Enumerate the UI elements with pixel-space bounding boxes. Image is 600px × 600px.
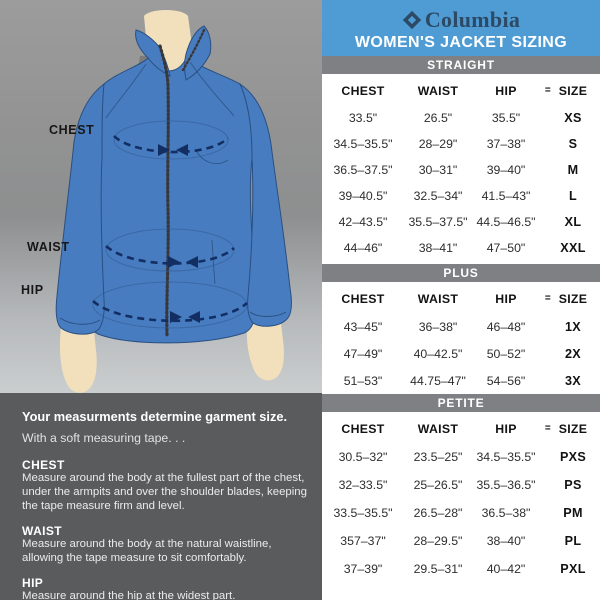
cell-size: 2X <box>564 346 581 361</box>
cell-size: 1X <box>564 319 581 334</box>
column-header-eq: = <box>544 85 552 96</box>
page-title: WOMEN'S JACKET SIZING <box>354 34 568 51</box>
cell-chest: 51–53" <box>343 373 383 388</box>
cell-chest: 42–43.5" <box>338 215 388 229</box>
cell-hip: 47–50" <box>486 241 526 255</box>
cell-waist: 30–31" <box>418 163 458 177</box>
table-row <box>324 131 588 157</box>
table-petite <box>322 412 600 600</box>
instruction-chest-text: Measure around the body at the fullest part of the chest, under the armpits and over the shoulder blades, keeping the tape measure firm and level. <box>22 472 307 512</box>
column-header-chest: CHEST <box>341 83 385 98</box>
table-row <box>324 367 588 394</box>
cell-chest: 37–39" <box>343 562 383 576</box>
cell-size: L <box>569 189 577 203</box>
cell-size: XL <box>564 215 582 229</box>
column-header-waist: WAIST <box>417 291 459 306</box>
table-row <box>324 235 588 261</box>
cell-size: 3X <box>564 373 581 388</box>
instructions-subtitle: With a soft measuring tape. . . <box>22 431 186 445</box>
cell-hip: 37–38" <box>486 137 526 151</box>
cell-size: XS <box>564 111 582 125</box>
column-header-hip: HIP <box>495 83 517 98</box>
table-row <box>324 471 588 499</box>
cell-chest: 33.5" <box>348 111 378 125</box>
brand-row <box>322 7 600 33</box>
cell-hip: 36.5–38" <box>481 506 531 520</box>
instruction-waist-text: Measure around the body at the natural waistline, allowing the tape measure to sit comfortably. <box>22 537 272 564</box>
column-header-chest: CHEST <box>341 421 385 436</box>
cell-size: XXL <box>560 241 586 255</box>
cell-chest: 47–49" <box>343 346 383 361</box>
left-sleeve <box>56 84 104 334</box>
cell-waist: 38–41" <box>418 241 458 255</box>
cell-hip: 44.5–46.5" <box>476 215 536 229</box>
cell-chest: 39–40.5" <box>338 189 388 203</box>
table-row <box>324 209 588 235</box>
instruction-waist-title: WAIST <box>22 523 62 538</box>
cell-size: PXS <box>559 450 587 464</box>
table-row <box>324 555 588 583</box>
cell-size: PXL <box>560 562 586 576</box>
cell-waist: 23.5–25" <box>413 450 463 464</box>
column-header-size: SIZE <box>558 421 588 436</box>
column-header-eq: = <box>544 293 552 304</box>
column-header-waist: WAIST <box>417 421 459 436</box>
cell-hip: 35.5" <box>491 111 521 125</box>
table-straight-header <box>324 76 588 105</box>
table-petite-header <box>324 414 588 443</box>
column-header-waist: WAIST <box>417 83 459 98</box>
cell-hip: 46–48" <box>486 319 526 334</box>
cell-waist: 36–38" <box>418 319 458 334</box>
instruction-hip-text: Measure around the hip at the widest part. <box>22 589 236 600</box>
cell-chest: 30.5–32" <box>338 450 388 464</box>
cell-waist: 26.5–28" <box>413 506 463 520</box>
measuring-instructions-panel <box>0 393 322 600</box>
cell-waist: 35.5–37.5" <box>408 215 468 229</box>
cell-size: PL <box>564 534 582 548</box>
column-header-hip: HIP <box>495 421 517 436</box>
cell-hip: 50–52" <box>486 346 526 361</box>
cell-chest: 36.5–37.5" <box>333 163 393 177</box>
right-column <box>322 0 600 600</box>
cell-waist: 44.75–47" <box>410 373 466 388</box>
column-header-size: SIZE <box>558 291 588 306</box>
table-straight-body <box>324 105 588 261</box>
brand-name: Columbia <box>424 7 521 32</box>
section-bar-plus: PLUS <box>322 264 600 282</box>
waist-label: WAIST <box>27 240 70 254</box>
jacket-illustration-panel <box>0 0 322 393</box>
cell-waist: 25–26.5" <box>413 478 463 492</box>
cell-hip: 34.5–35.5" <box>476 450 536 464</box>
table-row <box>324 527 588 555</box>
cell-hip: 39–40" <box>486 163 526 177</box>
cell-chest: 43–45" <box>343 319 383 334</box>
column-header-hip: HIP <box>495 291 517 306</box>
cell-hip: 54–56" <box>486 373 526 388</box>
table-plus <box>322 282 600 394</box>
cell-waist: 32.5–34" <box>413 189 463 203</box>
table-row <box>324 443 588 471</box>
cell-waist: 40–42.5" <box>413 346 463 361</box>
hip-label: HIP <box>21 283 44 297</box>
table-petite-body <box>324 443 588 583</box>
instruction-hip-title: HIP <box>22 575 44 590</box>
cell-size: PS <box>564 478 582 492</box>
cell-size: S <box>568 137 578 151</box>
section-bar-straight: STRAIGHT <box>322 56 600 74</box>
table-row <box>324 183 588 209</box>
section-bar-petite: PETITE <box>322 394 600 412</box>
column-header-chest: CHEST <box>341 291 385 306</box>
cell-chest: 44–46" <box>343 241 383 255</box>
instruction-chest-title: CHEST <box>22 458 65 472</box>
cell-waist: 28–29" <box>418 137 458 151</box>
cell-waist: 26.5" <box>423 111 453 125</box>
column-header-size: SIZE <box>558 83 588 98</box>
cell-chest: 357–37" <box>340 534 386 548</box>
table-row <box>324 340 588 367</box>
cell-chest: 32–33.5" <box>338 478 388 492</box>
cell-size: PM <box>563 506 583 520</box>
chest-label: CHEST <box>49 123 95 137</box>
table-plus-header <box>324 284 588 313</box>
table-row <box>324 105 588 131</box>
cell-waist: 29.5–31" <box>413 562 463 576</box>
columbia-logo-icon <box>402 10 422 30</box>
table-straight <box>322 74 600 264</box>
brand-header <box>322 0 600 56</box>
table-row <box>324 499 588 527</box>
cell-chest: 34.5–35.5" <box>333 137 393 151</box>
column-header-eq: = <box>544 423 552 434</box>
cell-hip: 41.5–43" <box>481 189 531 203</box>
cell-waist: 28–29.5" <box>413 534 463 548</box>
instruction-waist <box>22 524 308 566</box>
instructions-title: Your measurments determine garment size. <box>22 409 288 424</box>
cell-hip: 35.5–36.5" <box>476 478 536 492</box>
table-row <box>324 157 588 183</box>
cell-hip: 40–42" <box>486 562 526 576</box>
instruction-chest <box>22 458 308 514</box>
jacket-illustration <box>0 0 322 393</box>
instruction-hip <box>22 576 308 600</box>
table-plus-body <box>324 313 588 394</box>
cell-hip: 38–40" <box>486 534 526 548</box>
jacket-body <box>86 56 257 343</box>
cell-chest: 33.5–35.5" <box>333 506 393 520</box>
table-row <box>324 313 588 340</box>
cell-size: M <box>567 163 579 177</box>
